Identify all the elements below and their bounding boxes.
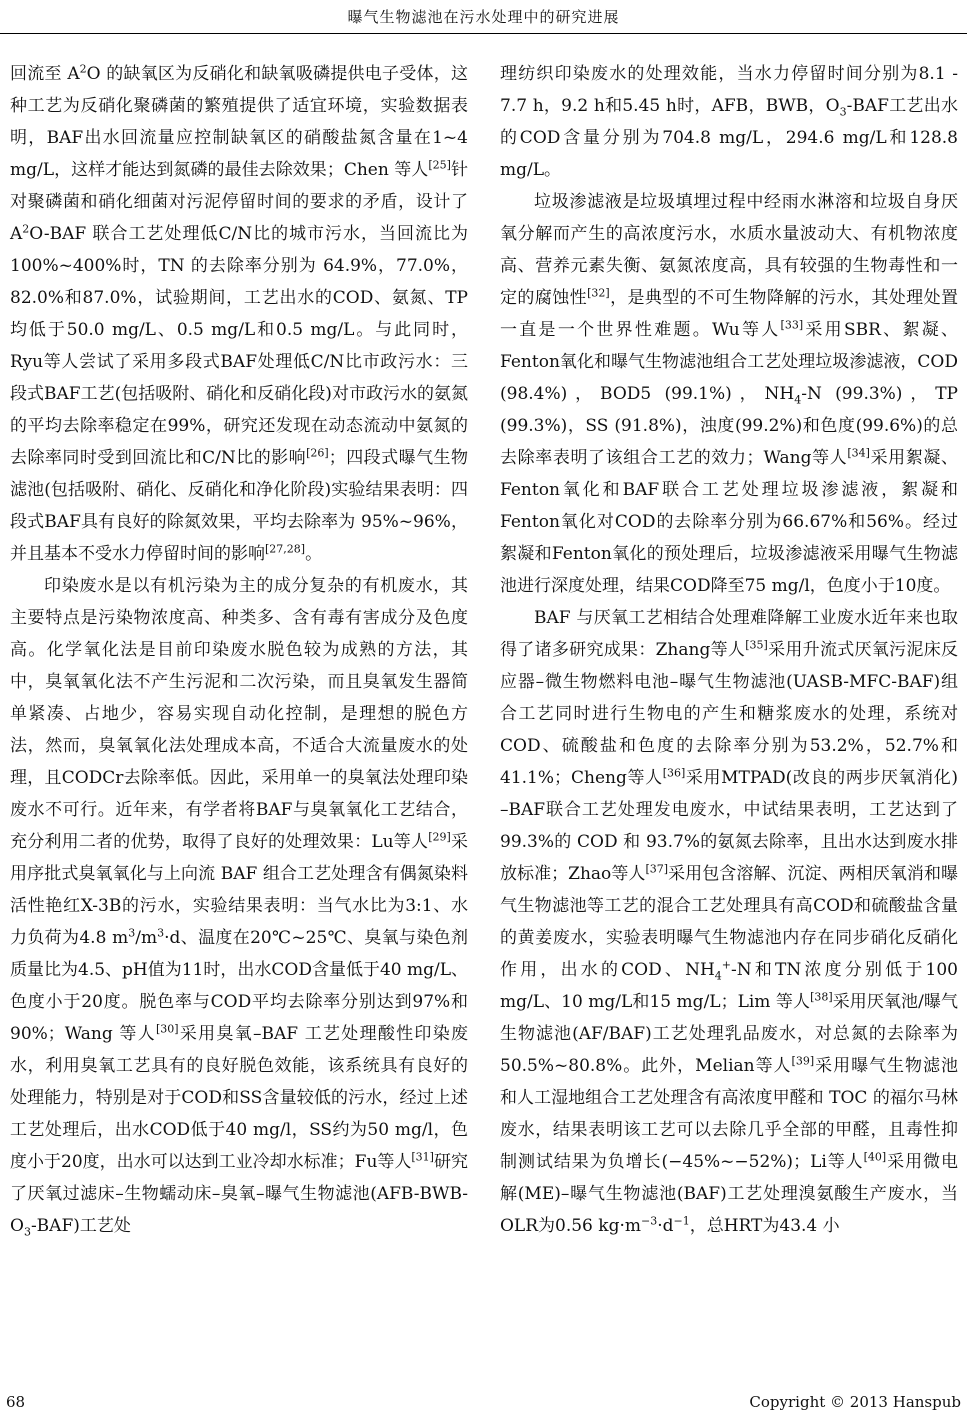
paragraph	[10, 570, 468, 1242]
citation: [35]	[745, 638, 768, 652]
text-run: 采用厌氧池/曝气生物滤池(AF/BAF)工艺处理乳品废水，对总氮的去除率为50.5%~80.8%。此外，Melian等人	[500, 992, 958, 1076]
citation: [25]	[428, 158, 451, 172]
text-run: ，是典型的不可生物降解的污水，其处理处置一直是一个世界性难题。Wu等人	[500, 288, 959, 340]
text-run: ；四段式曝气生物滤池(包括吸附、硝化、反硝化和净化阶段)实验结果表明：四段式BAF具有良好的除氮效果，平均去除率为 95%~96%，并且基本不受水力停留时间的影响	[10, 448, 469, 564]
text-run: /m	[135, 928, 158, 948]
citation: [26]	[306, 446, 329, 460]
text-run: 采用絮凝、Fenton氧化和BAF联合工艺处理垃圾渗滤液，絮凝和Fenton氧化对COD的去除率分别为66.67%和56%。经过絮凝和Fenton氧化的预处理后，垃圾渗滤液采用曝气生物滤池进行深度处理，结果COD降至75 mg/l，色度小于10度。	[500, 448, 959, 596]
text-run: ·d	[657, 1216, 674, 1236]
citation: [39]	[791, 1054, 815, 1068]
superscript: 2	[79, 62, 87, 76]
superscript: +	[721, 958, 732, 972]
text-run: 采用升流式厌氧污泥床反应器–微生物燃料电池–曝气生物滤池(UASB-MFC-BAF)组合工艺同时进行生物电的产生和糖浆废水的处理，系统对COD、硫酸盐和色度的去除率分别为53.2%，52.7%和41.1%；Cheng等人	[500, 640, 959, 788]
citation: [37]	[645, 862, 669, 876]
superscript: 3	[128, 926, 136, 940]
text-run: -N和TN浓度分别低于100 mg/L、10 mg/L和15 mg/L；Lim 等人	[500, 960, 959, 1012]
header-divider	[0, 33, 967, 34]
paragraph	[500, 58, 958, 186]
running-header: 曝气生物滤池在污水处理中的研究进展	[347, 8, 620, 26]
citation: [38]	[810, 990, 833, 1004]
page-number: 68	[6, 1393, 26, 1411]
text-run: O 的缺氧区为反硝化和缺氧吸磷提供电子受体，这种工艺为反硝化聚磷菌的繁殖提供了适宜环境，实验数据表明，BAF出水回流量应控制缺氧区的硝酸盐氮含量在1~4 mg/L，这样才能达到氮磷的最佳去除效果；Chen 等人	[10, 64, 468, 180]
paragraph	[10, 58, 468, 570]
text-run: 理纺织印染废水的处理效能，当水力停留时间分别为8.1 - 7.7 h，9.2 h和5.45 h时，AFB，BWB，O	[500, 64, 958, 116]
text-run: BAF 与厌氧工艺相结合处理难降解工业废水近年来也取得了诸多研究成果：Zhang等人	[500, 608, 958, 660]
citation: [27,28]	[265, 542, 306, 556]
text-run: 采用MTPAD(改良的两步厌氧消化) –BAF联合工艺处理发电废水，中试结果表明，工艺达到了 99.3%的 COD 和 93.7%的氨氮去除率，且出水达到废水排放标准；Zhao等人	[500, 768, 958, 884]
citation: [34]	[847, 446, 870, 460]
text-run: 采用序批式臭氧氧化与上向流 BAF 组合工艺处理含有偶氮染料活性艳红X-3B的污水，实验结果表明：当气水比为3:1、水力负荷为4.8 m	[10, 832, 468, 948]
text-run: 回流至 A	[10, 64, 80, 84]
citation: [31]	[411, 1150, 434, 1164]
text-run: 采用SBR、絮凝、Fenton氧化和曝气生物滤池组合工艺处理垃圾渗滤液，COD (98.4%)，BOD5 (99.1%)，NH	[500, 320, 958, 404]
citation: [32]	[587, 286, 610, 300]
text-run: ·d、温度在20℃~25℃、臭氧与染色剂质量比为4.5、pH值为11时，出水COD含量低于40 mg/L、色度小于20度。脱色率与COD平均去除率分别达到97%和90%；Wang 等人	[10, 928, 469, 1044]
superscript: −1	[673, 1214, 690, 1228]
paragraph	[500, 186, 958, 602]
text-run: 采用包含溶解、沉淀、两相厌氧消和曝气生物滤池等工艺的混合工艺处理具有高COD和硫酸盐含量的黄姜废水，实验表明曝气生物滤池内存在同步硝化反硝化作用，出水的COD、NH	[500, 864, 958, 980]
subscript: 4	[794, 393, 802, 407]
text-run: -BAF工艺出水的COD含量分别为704.8 mg/L，294.6 mg/L和128.8 mg/L。	[500, 96, 958, 180]
subscript: 3	[839, 105, 847, 119]
text-run: 采用臭氧–BAF 工艺处理酸性印染废水，利用臭氧工艺具有的良好脱色效能，该系统具有良好的处理能力，特别是对于COD和SS含量较低的污水，经过上述工艺处理后，出水COD低于40 mg/l，SS约为50 mg/l，色度小于20度，出水可以达到工业冷却水标准；Fu等人	[10, 1024, 468, 1172]
text-run: -N (99.3%)，TP (99.3%)，SS (91.8%)，浊度(99.2%)和色度(99.6%)的总去除率表明了该组合工艺的效力；Wang等人	[500, 384, 958, 468]
subscript: 4	[714, 969, 722, 983]
superscript: 3	[157, 926, 165, 940]
text-run: 采用曝气生物滤池和人工湿地组合工艺处理含有高浓度甲醛和 TOC 的福尔马林废水，结果表明该工艺可以去除几乎全部的甲醛，且毒性抑制测试结果为负增长(−45%~−52%)；Li等人	[500, 1056, 958, 1172]
text-run: O-BAF 联合工艺处理低C/N比的城市污水，当回流比为100%~400%时，TN 的去除率分别为 64.9%，77.0%，82.0%和87.0%，试验期间，工艺出水的COD、氨氮、TP均低于50.0 mg/L、0.5 mg/L和0.5 mg/L。与此同时，Ryu等人尝试了采用多段式BAF处理低C/N比市政污水：三段式BAF工艺(包括吸附、硝化和反硝化段)对市政污水的氨氮的平均去除率稳定在99%，研究还发现在动态流动中氨氮的去除率同时受到回流比和C/N比的影响	[10, 224, 468, 468]
citation: [36]	[662, 766, 686, 780]
citation: [30]	[156, 1022, 179, 1036]
text-run: 印染废水是以有机污染为主的成分复杂的有机废水，其主要特点是污染物浓度高、种类多、含有毒有害成分及色度高。化学氧化法是目前印染废水脱色较为成熟的方法，其中，臭氧氧化法不产生污泥和二次污染，而且臭氧发生器简单紧凑、占地少，容易实现自动化控制，是理想的脱色方法，然而，臭氧氧化法处理成本高，不适合大流量废水的处理，且CODCr去除率低。因此，采用单一的臭氧法处理印染废水不可行。近年来，有学者将BAF与臭氧氧化工艺结合，充分利用二者的优势，取得了良好的处理效果：Lu等人	[10, 576, 468, 852]
text-run: 研究了厌氧过滤床–生物蠕动床–臭氧–曝气生物滤池(AFB-BWB-O	[10, 1152, 468, 1236]
text-run: 采用微电解(ME)–曝气生物滤池(BAF)工艺处理溴氨酸生产废水，当OLR为0.56 kg·m	[500, 1152, 958, 1236]
citation: [40]	[863, 1150, 887, 1164]
text-run: 。	[305, 544, 323, 564]
superscript: 2	[22, 222, 30, 236]
citation: [33]	[780, 318, 804, 332]
text-run: -BAF)工艺处	[30, 1216, 131, 1236]
superscript: −3	[641, 1214, 658, 1228]
copyright-notice: Copyright © 2013 Hanspub	[749, 1393, 961, 1411]
left-column	[10, 58, 468, 1242]
subscript: 3	[23, 1225, 31, 1239]
text-run: 针对聚磷菌和硝化细菌对污泥停留时间的要求的矛盾，设计了 A	[10, 160, 469, 244]
citation: [29]	[428, 830, 451, 844]
text-run: 垃圾渗滤液是垃圾填埋过程中经雨水淋溶和垃圾自身厌氧分解而产生的高浓度污水，水质水量波动大、有机物浓度高、营养元素失衡、氨氮浓度高，具有较强的生物毒性和一定的腐蚀性	[500, 192, 958, 308]
text-run: ，总HRT为43.4 小	[689, 1216, 840, 1236]
right-column	[500, 58, 958, 1242]
paragraph	[500, 602, 958, 1242]
